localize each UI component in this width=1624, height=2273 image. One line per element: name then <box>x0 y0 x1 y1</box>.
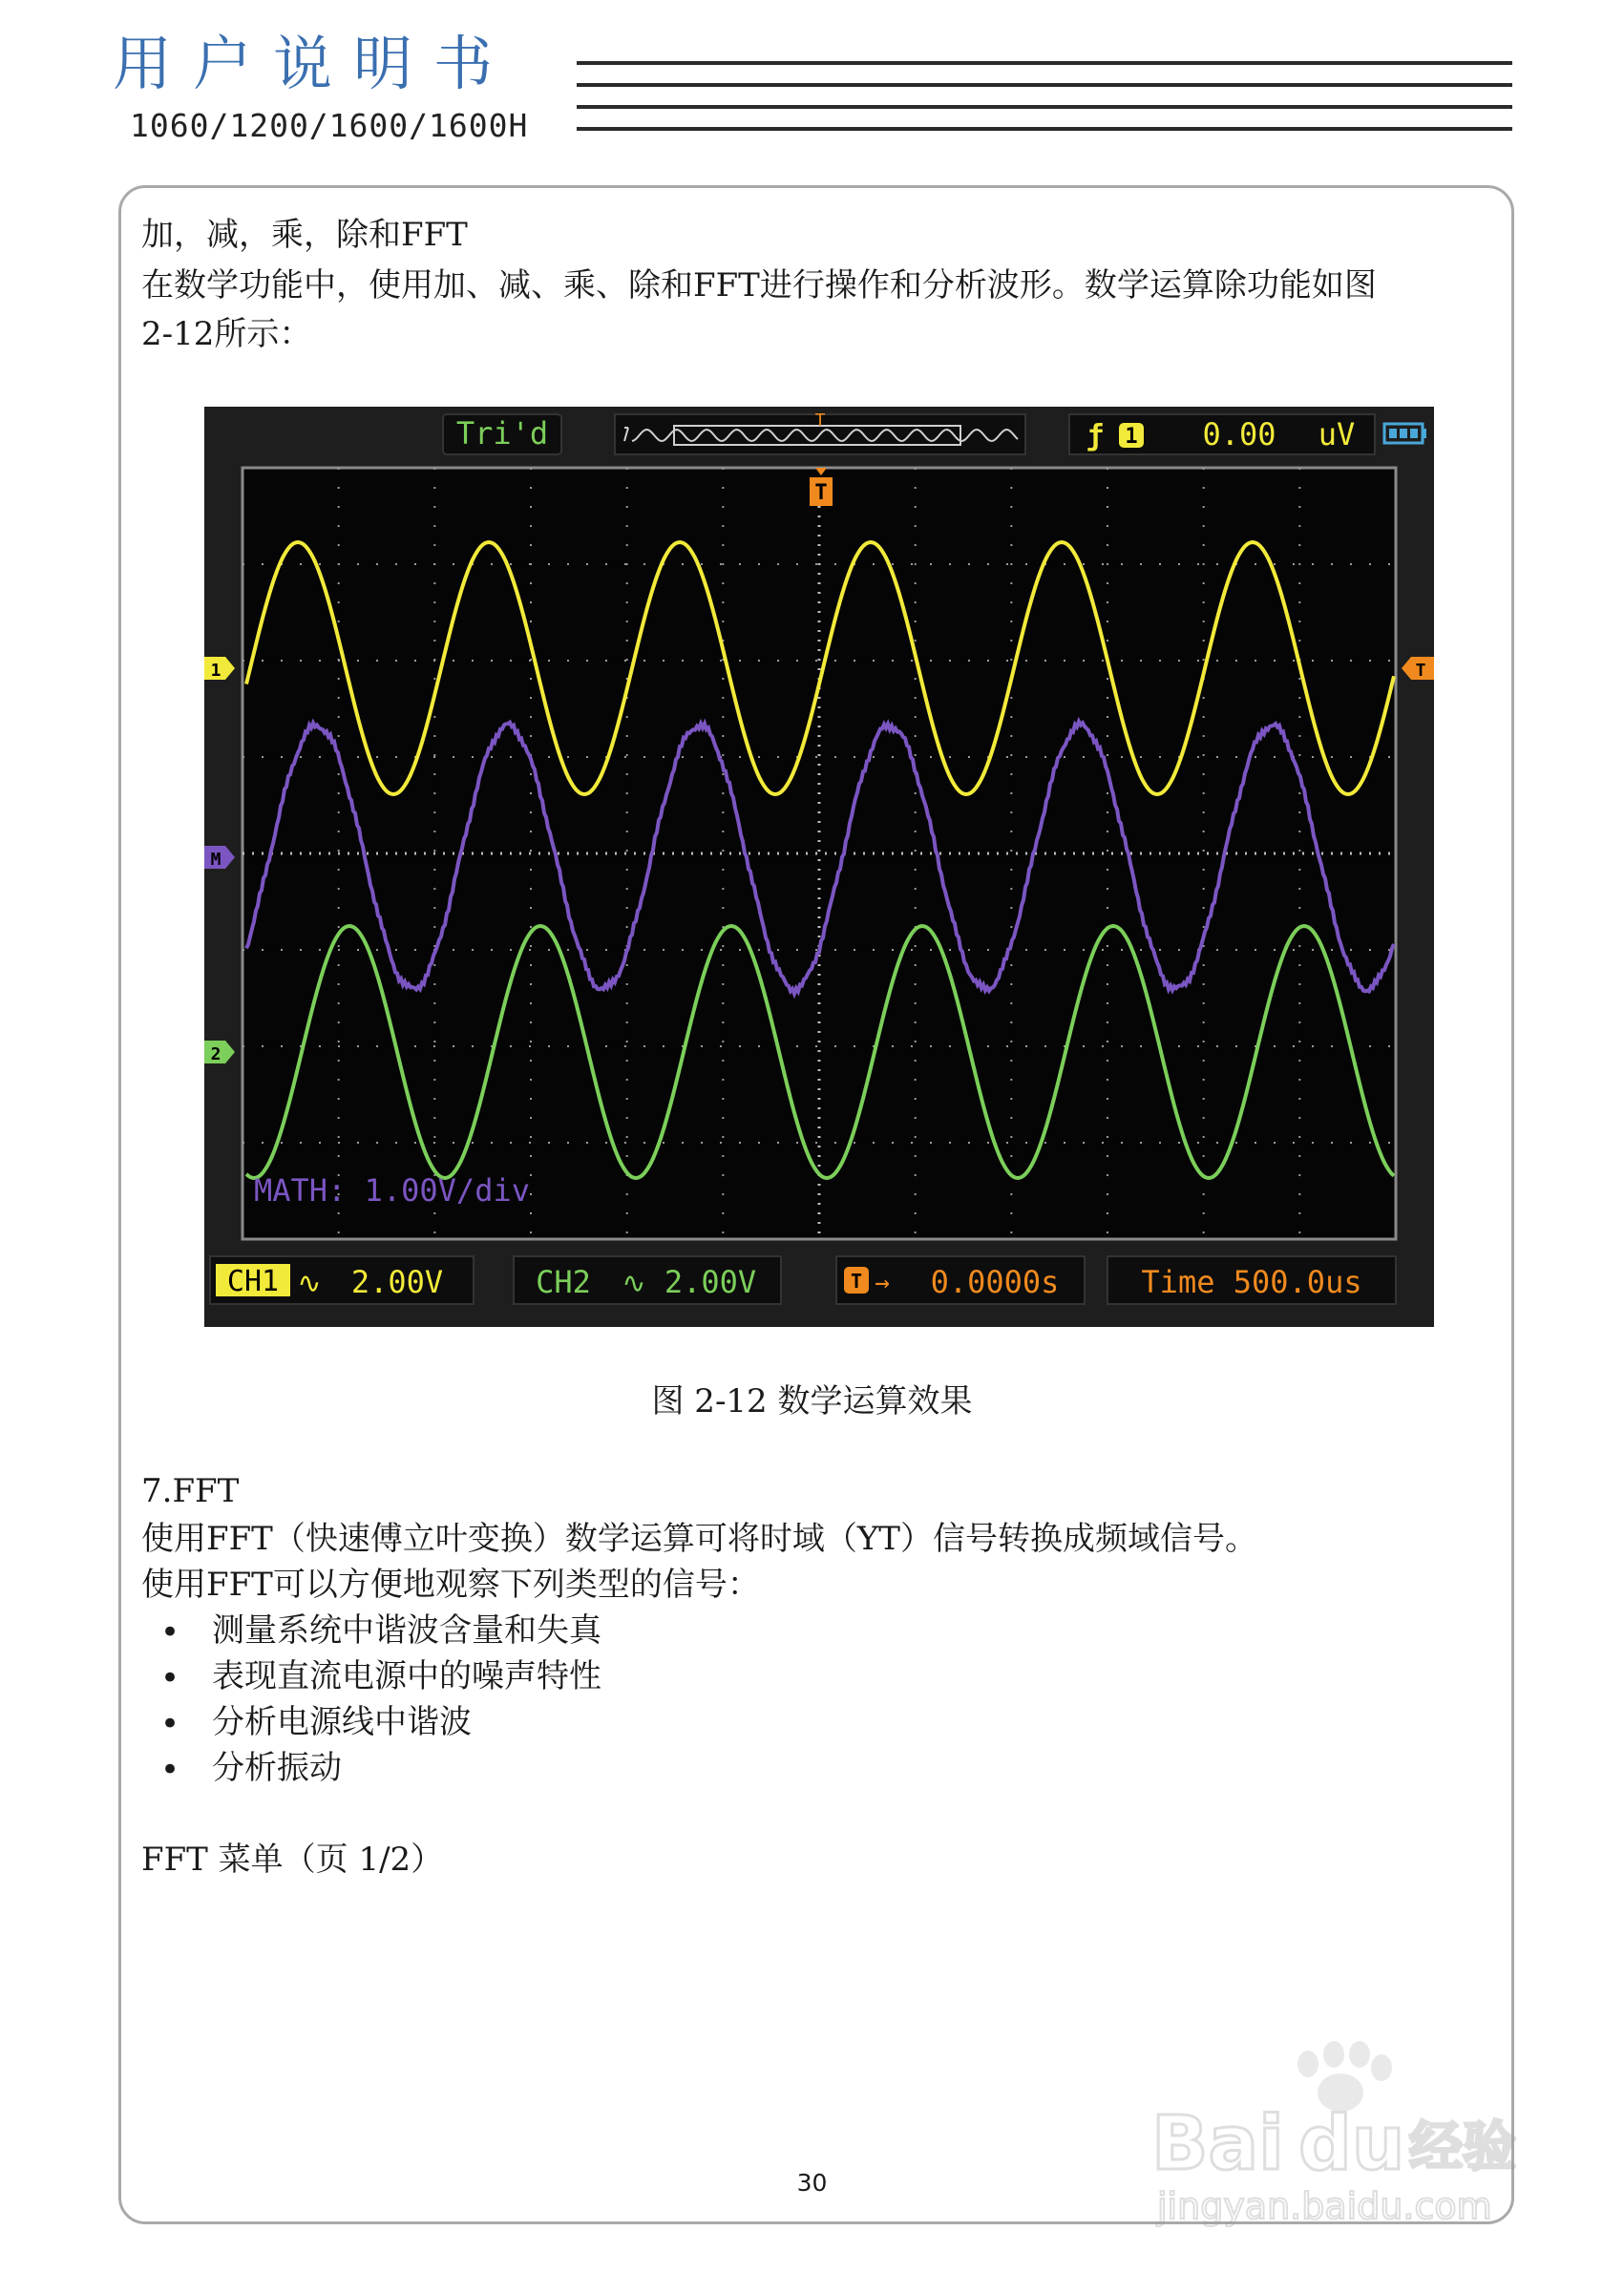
section-heading: 加，减，乘，除和FFT <box>141 216 468 254</box>
fft-section-heading: 7.FFT <box>141 1472 240 1510</box>
figure-caption: 图 2-12 数学运算效果 <box>651 1382 973 1421</box>
bullet-marker: • <box>160 1613 180 1652</box>
math-marker-label: M <box>210 850 221 870</box>
ch1-scale-value: 2.00V <box>350 1264 444 1300</box>
ch1-level-marker <box>204 657 235 681</box>
baidu-jingyan-watermark <box>1138 2026 1539 2236</box>
trigger-time-marker-label: T <box>814 481 828 505</box>
watermark-brand-du: du <box>1298 2101 1405 2187</box>
ch1-coupling-icon: ∿ <box>297 1267 322 1300</box>
edge-icon: ƒ <box>1086 419 1105 452</box>
timebase-value: Time 500.0us <box>1141 1264 1362 1300</box>
ch2-scale-box <box>514 1256 781 1304</box>
header-rule-lines <box>577 61 1512 149</box>
trigger-position-icon: T <box>850 1270 863 1293</box>
ch1-marker-label: 1 <box>210 661 221 681</box>
model-numbers: 1060/1200/1600/1600H <box>130 107 529 144</box>
trigger-position-value: 0.0000s <box>930 1264 1060 1300</box>
list-item: 表现直流电源中的噪声特性 <box>212 1657 601 1695</box>
math-scale-label: MATH: 1.00V/div <box>254 1172 530 1209</box>
ch2-coupling-icon: ∿ <box>622 1267 646 1300</box>
list-item: 分析电源线中谐波 <box>212 1703 472 1741</box>
trigger-level-value: 0.00 <box>1202 416 1276 452</box>
page-number: 30 <box>796 2169 828 2197</box>
battery-icon <box>1384 424 1426 443</box>
list-item: 分析振动 <box>212 1749 342 1787</box>
intro-paragraph-line1: 在数学功能中，使用加、减、乘、除和FFT进行操作和分析波形。数学运算除功能如图 <box>141 266 1377 305</box>
bullet-marker: • <box>160 1659 180 1697</box>
memory-position-bar <box>615 410 1025 454</box>
trigger-status-box <box>443 414 561 454</box>
fft-paragraph-1: 使用FFT（快速傅立叶变换）数学运算可将时域（YT）信号转换成频域信号。 <box>141 1520 1257 1558</box>
ch1-scale-box <box>210 1256 474 1304</box>
trigger-level-marker <box>1402 657 1434 681</box>
trigger-status-text: Tri'd <box>455 415 549 452</box>
ch2-label: CH2 <box>536 1264 591 1300</box>
trigger-source-badge: 1 <box>1125 425 1138 449</box>
ch2-level-marker <box>204 1041 235 1064</box>
oscilloscope-screenshot <box>204 407 1434 1327</box>
bullet-marker: • <box>160 1751 180 1789</box>
fft-menu-title: FFT 菜单（页 1/2） <box>141 1841 444 1879</box>
timebase-box <box>1107 1256 1396 1304</box>
trigger-level-unit: uV <box>1318 416 1356 452</box>
trigger-level-marker-label: T <box>1415 661 1426 681</box>
trigger-arrow-icon: → <box>875 1269 890 1297</box>
ch2-marker-label: 2 <box>210 1044 221 1064</box>
fft-paragraph-2: 使用FFT可以方便地观察下列类型的信号： <box>141 1566 760 1604</box>
watermark-url: jingyan.baidu.com <box>1157 2185 1492 2227</box>
math-level-marker <box>204 846 235 870</box>
memory-trigger-marker: T <box>814 410 826 431</box>
manual-title: 用户说明书 <box>113 29 515 98</box>
trigger-position-box <box>836 1256 1085 1304</box>
ch1-label: CH1 <box>226 1265 280 1298</box>
watermark-brand-cn: 经验 <box>1409 2116 1516 2178</box>
bullet-marker: • <box>160 1705 180 1743</box>
ch2-scale-value: 2.00V <box>664 1264 757 1300</box>
intro-paragraph-line2: 2-12所示： <box>141 315 312 353</box>
watermark-brand: Bai <box>1151 2101 1284 2187</box>
trigger-info-box <box>1069 414 1375 454</box>
list-item: 测量系统中谐波含量和失真 <box>212 1611 601 1650</box>
